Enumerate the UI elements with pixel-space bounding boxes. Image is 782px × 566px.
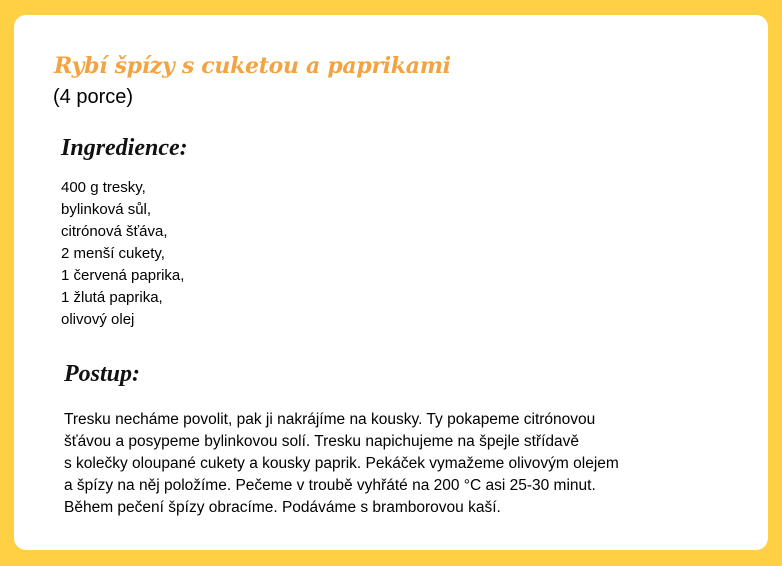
steps-line: šťávou a posypeme bylinkovou solí. Tresku napichujeme na špejle střídavě [64, 433, 580, 450]
ingredient-item: 2 menší cukety, [61, 245, 165, 262]
recipe-title: Rybí špízy s cuketou a paprikami [54, 53, 451, 79]
ingredient-item: 1 žlutá paprika, [61, 289, 163, 306]
steps-line: Tresku necháme povolit, pak ji nakrájíme na kousky. Ty pokapeme citrónovou [64, 411, 596, 428]
steps-line: Během pečení špízy obracíme. Podáváme s bramborovou kaší. [64, 499, 501, 516]
steps-line: a špízy na něj položíme. Pečeme v troubě vyhřáté na 200 °C asi 25-30 minut. [64, 477, 596, 494]
ingredient-item: 1 červená paprika, [61, 267, 185, 284]
steps-line: s kolečky oloupané cukety a kousky paprik. Pekáček vymažeme olivovým olejem [64, 455, 619, 472]
ingredients-heading: Ingredience: [61, 135, 188, 161]
ingredients-list [61, 177, 184, 331]
steps-heading: Postup: [64, 361, 141, 387]
recipe-card [14, 15, 768, 550]
ingredient-item: olivový olej [61, 311, 135, 328]
steps-text [64, 409, 619, 519]
ingredient-item: bylinková sůl, [61, 201, 152, 218]
ingredient-item: citrónová šťáva, [61, 223, 168, 240]
servings-label: (4 porce) [53, 86, 134, 108]
ingredient-item: 400 g tresky, [61, 179, 146, 196]
